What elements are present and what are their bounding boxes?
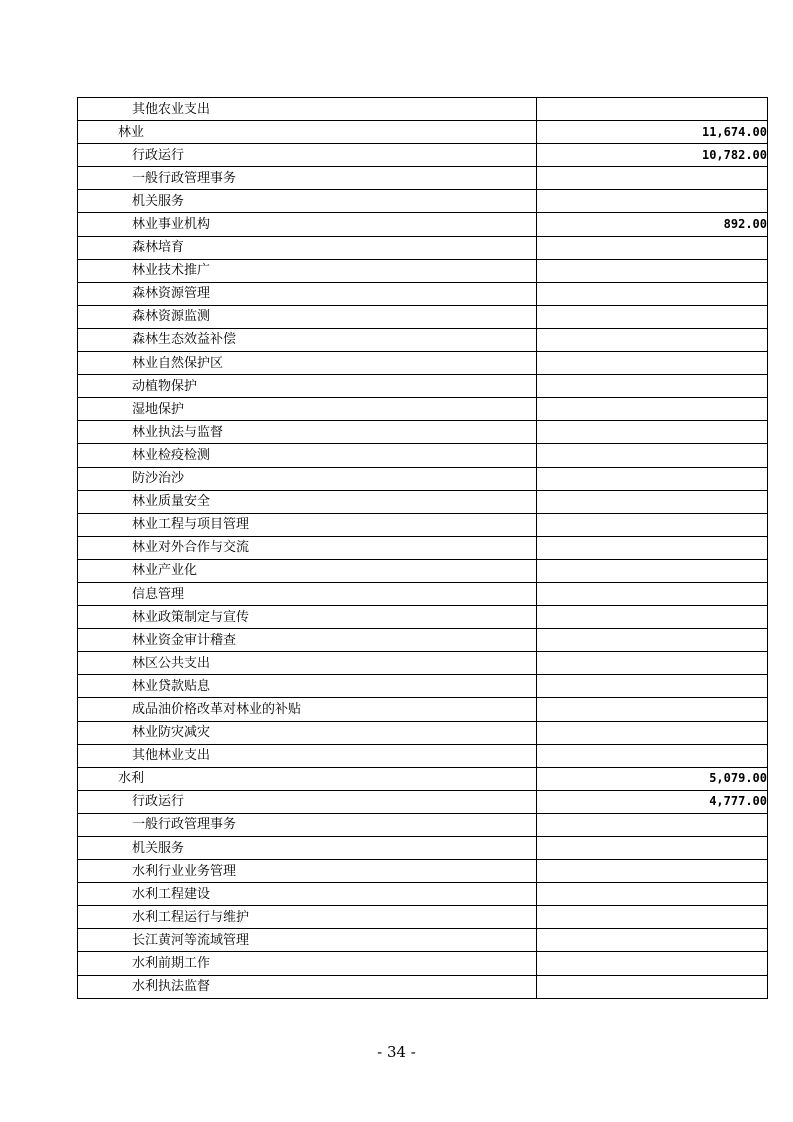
table-row [78, 559, 768, 582]
table-row [78, 328, 768, 351]
item-name-cell: 林业检疫检测 [78, 444, 537, 467]
table-row [78, 744, 768, 767]
item-name-cell: 林业政策制定与宣传 [78, 606, 537, 629]
item-name-cell: 林区公共支出 [78, 652, 537, 675]
table-row [78, 490, 768, 513]
item-name-cell: 湿地保护 [78, 398, 537, 421]
item-name-cell: 其他林业支出 [78, 744, 537, 767]
table-row [78, 190, 768, 213]
amount-cell [537, 929, 768, 952]
table-row [78, 813, 768, 836]
amount-cell [537, 236, 768, 259]
item-name-cell: 一般行政管理事务 [78, 167, 537, 190]
item-name-cell: 水利前期工作 [78, 952, 537, 975]
item-name-cell: 机关服务 [78, 837, 537, 860]
amount-cell: 4,777.00 [537, 790, 768, 813]
item-name-cell: 水利执法监督 [78, 975, 537, 998]
item-name-cell: 水利行业业务管理 [78, 860, 537, 883]
item-name-cell: 行政运行 [78, 790, 537, 813]
item-name-cell: 一般行政管理事务 [78, 813, 537, 836]
item-name-cell: 机关服务 [78, 190, 537, 213]
table-row [78, 929, 768, 952]
table-row [78, 790, 768, 813]
amount-cell: 11,674.00 [537, 121, 768, 144]
item-name-cell: 信息管理 [78, 582, 537, 605]
table-row [78, 536, 768, 559]
amount-cell [537, 952, 768, 975]
table-row [78, 513, 768, 536]
item-name-cell: 林业产业化 [78, 559, 537, 582]
amount-cell [537, 629, 768, 652]
amount-cell [537, 490, 768, 513]
item-name-cell: 林业防灾减灾 [78, 721, 537, 744]
item-name-cell: 林业执法与监督 [78, 421, 537, 444]
table-row [78, 444, 768, 467]
amount-cell: 892.00 [537, 213, 768, 236]
amount-cell [537, 375, 768, 398]
amount-cell [537, 744, 768, 767]
table-row [78, 213, 768, 236]
item-name-cell: 水利工程建设 [78, 883, 537, 906]
amount-cell [537, 582, 768, 605]
item-name-cell: 林业 [78, 121, 537, 144]
item-name-cell: 森林资源管理 [78, 282, 537, 305]
table-row [78, 860, 768, 883]
amount-cell [537, 975, 768, 998]
item-name-cell: 林业对外合作与交流 [78, 536, 537, 559]
table-row [78, 883, 768, 906]
table-row [78, 421, 768, 444]
amount-cell [537, 559, 768, 582]
item-name-cell: 成品油价格改革对林业的补贴 [78, 698, 537, 721]
amount-cell [537, 259, 768, 282]
table-row [78, 767, 768, 790]
amount-cell [537, 698, 768, 721]
amount-cell [537, 421, 768, 444]
item-name-cell: 林业技术推广 [78, 259, 537, 282]
item-name-cell: 水利 [78, 767, 537, 790]
table-row [78, 582, 768, 605]
item-name-cell: 林业质量安全 [78, 490, 537, 513]
amount-cell [537, 606, 768, 629]
item-name-cell: 长江黄河等流域管理 [78, 929, 537, 952]
amount-cell [537, 328, 768, 351]
amount-cell [537, 860, 768, 883]
table-row [78, 398, 768, 421]
item-name-cell: 林业工程与项目管理 [78, 513, 537, 536]
table-row [78, 698, 768, 721]
amount-cell [537, 282, 768, 305]
item-name-cell: 森林生态效益补偿 [78, 328, 537, 351]
item-name-cell: 森林资源监测 [78, 305, 537, 328]
table-row [78, 98, 768, 121]
item-name-cell: 动植物保护 [78, 375, 537, 398]
table-row [78, 121, 768, 144]
budget-table-body [78, 98, 768, 999]
amount-cell [537, 536, 768, 559]
table-row [78, 236, 768, 259]
table-row [78, 721, 768, 744]
table-row [78, 167, 768, 190]
item-name-cell: 防沙治沙 [78, 467, 537, 490]
item-name-cell: 林业事业机构 [78, 213, 537, 236]
table-row [78, 259, 768, 282]
amount-cell [537, 444, 768, 467]
table-row [78, 144, 768, 167]
table-row [78, 352, 768, 375]
amount-cell [537, 837, 768, 860]
amount-cell [537, 652, 768, 675]
amount-cell [537, 352, 768, 375]
amount-cell [537, 305, 768, 328]
table-row [78, 375, 768, 398]
amount-cell [537, 190, 768, 213]
amount-cell [537, 675, 768, 698]
item-name-cell: 其他农业支出 [78, 98, 537, 121]
page-number: - 34 - [377, 1043, 416, 1061]
table-row [78, 837, 768, 860]
amount-cell [537, 883, 768, 906]
amount-cell: 5,079.00 [537, 767, 768, 790]
amount-cell [537, 467, 768, 490]
table-row [78, 305, 768, 328]
amount-cell [537, 721, 768, 744]
item-name-cell: 林业资金审计稽查 [78, 629, 537, 652]
item-name-cell: 森林培育 [78, 236, 537, 259]
item-name-cell: 林业自然保护区 [78, 352, 537, 375]
amount-cell: 10,782.00 [537, 144, 768, 167]
amount-cell [537, 98, 768, 121]
item-name-cell: 水利工程运行与维护 [78, 906, 537, 929]
table-row [78, 975, 768, 998]
table-row [78, 467, 768, 490]
amount-cell [537, 813, 768, 836]
budget-table [77, 97, 768, 999]
table-row [78, 906, 768, 929]
table-row [78, 675, 768, 698]
table-row [78, 282, 768, 305]
table-row [78, 652, 768, 675]
amount-cell [537, 398, 768, 421]
table-row [78, 952, 768, 975]
amount-cell [537, 906, 768, 929]
item-name-cell: 行政运行 [78, 144, 537, 167]
amount-cell [537, 167, 768, 190]
table-row [78, 606, 768, 629]
amount-cell [537, 513, 768, 536]
table-row [78, 629, 768, 652]
item-name-cell: 林业贷款贴息 [78, 675, 537, 698]
